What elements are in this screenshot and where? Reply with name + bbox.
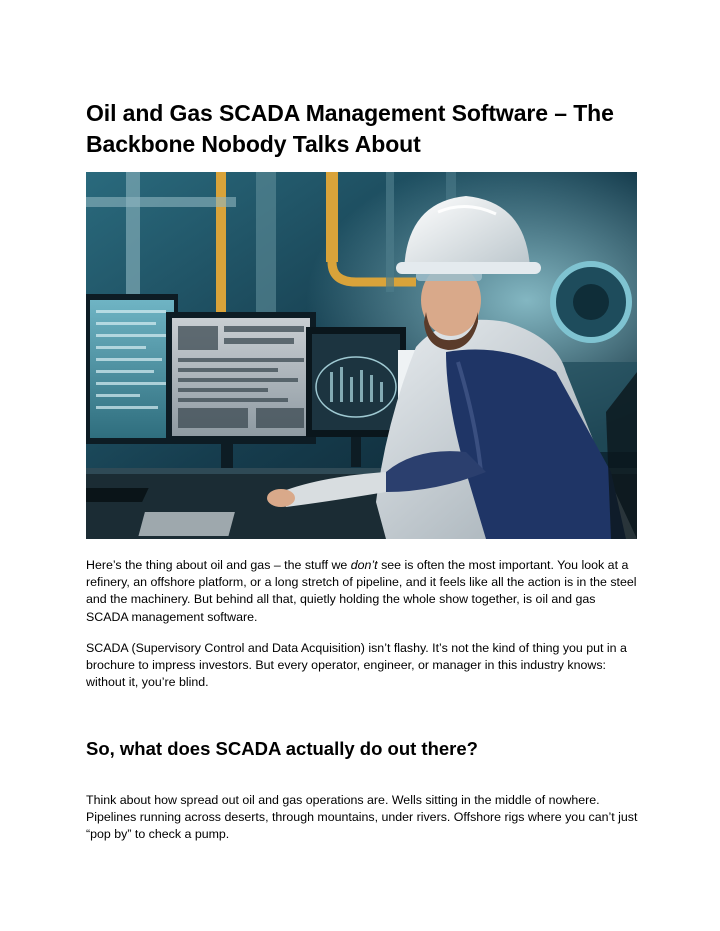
intro-paragraph [86, 557, 638, 626]
operations-paragraph: Think about how spread out oil and gas operations are. Wells sitting in the middle of nowhere. Pipelines running across deserts, through mountains, under rivers. Offshore rigs where you can’t just “pop by” to check a pump. [86, 793, 638, 842]
hero-image [86, 172, 637, 539]
article-title: Oil and Gas SCADA Management Software – The Backbone Nobody Talks About [86, 100, 614, 157]
engineer-control-room-photo [86, 172, 637, 539]
intro-paragraph-start: Here’s the thing about oil and gas – the stuff we [86, 558, 351, 572]
section-heading: So, what does SCADA actually do out there? [86, 738, 478, 759]
scada-definition-paragraph: SCADA (Supervisory Control and Data Acquisition) isn’t flashy. It’s not the kind of thing you put in a brochure to impress investors. But every operator, engineer, or manager in this industry knows: without it, you’re blind. [86, 641, 627, 690]
intro-paragraph-end: see is often the most important. You look at a refinery, an offshore platform, or a long stretch of pipeline, and it feels like all the action is in the steel and the machinery. But behind all that, quietly holding the whole show together, is oil and gas SCADA management software. [86, 558, 637, 624]
intro-paragraph-emphasis: don’t [350, 558, 378, 572]
